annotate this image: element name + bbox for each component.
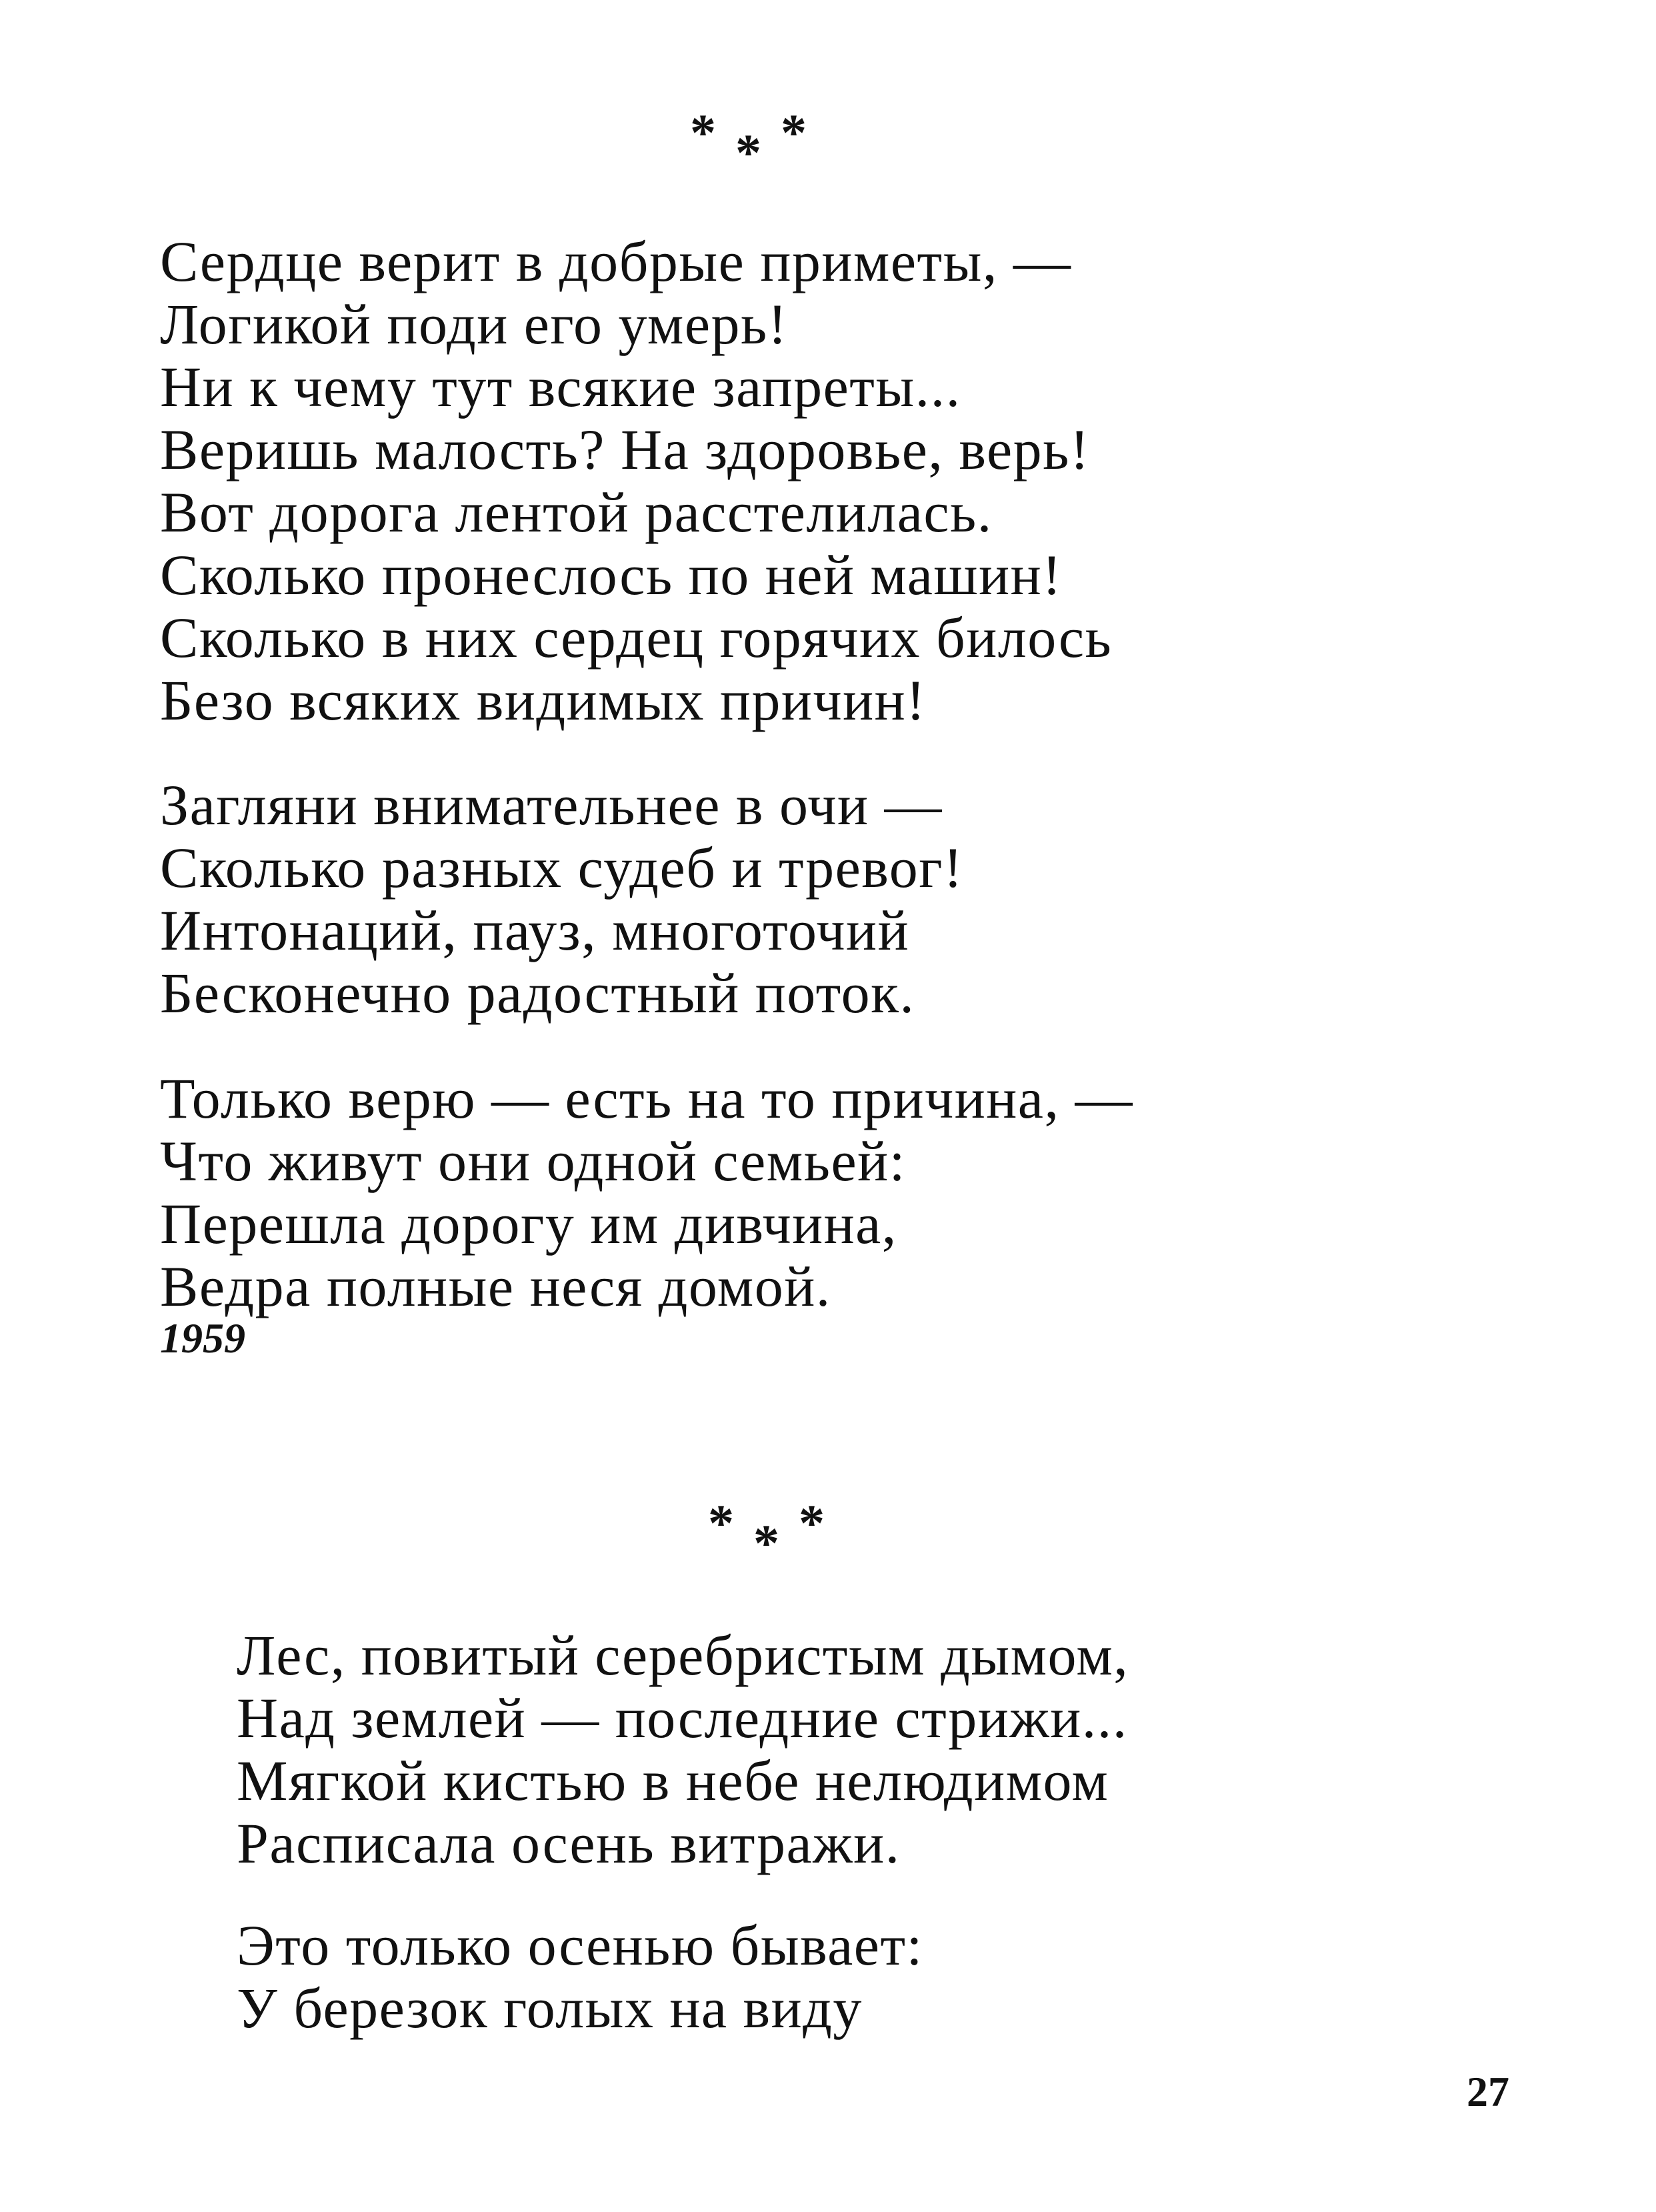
stanza: [160, 230, 1112, 732]
poem-line: Расписала осень витражи.: [237, 1811, 901, 1875]
asterisk-icon: *: [690, 103, 716, 161]
poem-line: Вот дорога лентой расстелилась.: [160, 480, 993, 544]
stanza: [160, 774, 963, 1024]
asterisk-icon: *: [708, 1494, 734, 1552]
poem-line: Логикой поди его умерь!: [160, 292, 788, 356]
poem-line: Ведра полные неся домой.: [160, 1254, 831, 1318]
poem-line: Ни к чему тут всякие запреты...: [160, 355, 961, 419]
poem-line: Перешла дорогу им дивчина,: [160, 1192, 897, 1256]
stanza: [160, 1067, 1133, 1318]
stanza: [237, 1624, 1129, 1875]
asterisk-icon: *: [735, 123, 761, 181]
poem-line: Лес, повитый серебристым дымом,: [237, 1623, 1129, 1687]
poem-line: Безо всяких видимых причин!: [160, 668, 927, 732]
asterisk-icon: *: [799, 1494, 825, 1552]
poem-line: Сколько разных судеб и тревог!: [160, 836, 964, 900]
poem-line: У березок голых на виду: [237, 1976, 863, 2040]
poem-line: Это только осенью бывает:: [237, 1913, 923, 1977]
poem-line: Бесконечно радостный поток.: [160, 961, 915, 1025]
poem-line: Только верю — есть на то причина, —: [160, 1066, 1133, 1130]
asterisk-icon: *: [753, 1514, 779, 1572]
poem-line: Веришь малость? На здоровье, верь!: [160, 417, 1091, 481]
section-divider: [690, 103, 837, 181]
poem-line: Интонаций, пауз, многоточий: [160, 898, 910, 962]
poem-date: 1959: [160, 1314, 245, 1362]
poem-line: Сколько в них сердец горячих билось: [160, 606, 1113, 670]
poem-line: Мягкой кистью в небе нелюдимом: [237, 1749, 1109, 1813]
page-number: 27: [1467, 2068, 1509, 2115]
section-divider: [708, 1494, 855, 1572]
poem-line: Сколько пронеслось по ней машин!: [160, 543, 1063, 607]
poem-line: Загляни внимательнее в очи —: [160, 773, 943, 837]
poem-line: Что живут они одной семьей:: [160, 1129, 907, 1193]
poem-line: Сердце верит в добрые приметы, —: [160, 229, 1072, 293]
stanza: [237, 1914, 923, 2039]
asterisk-icon: *: [781, 103, 807, 161]
poem-line: Над землей — последние стрижи...: [237, 1686, 1128, 1750]
